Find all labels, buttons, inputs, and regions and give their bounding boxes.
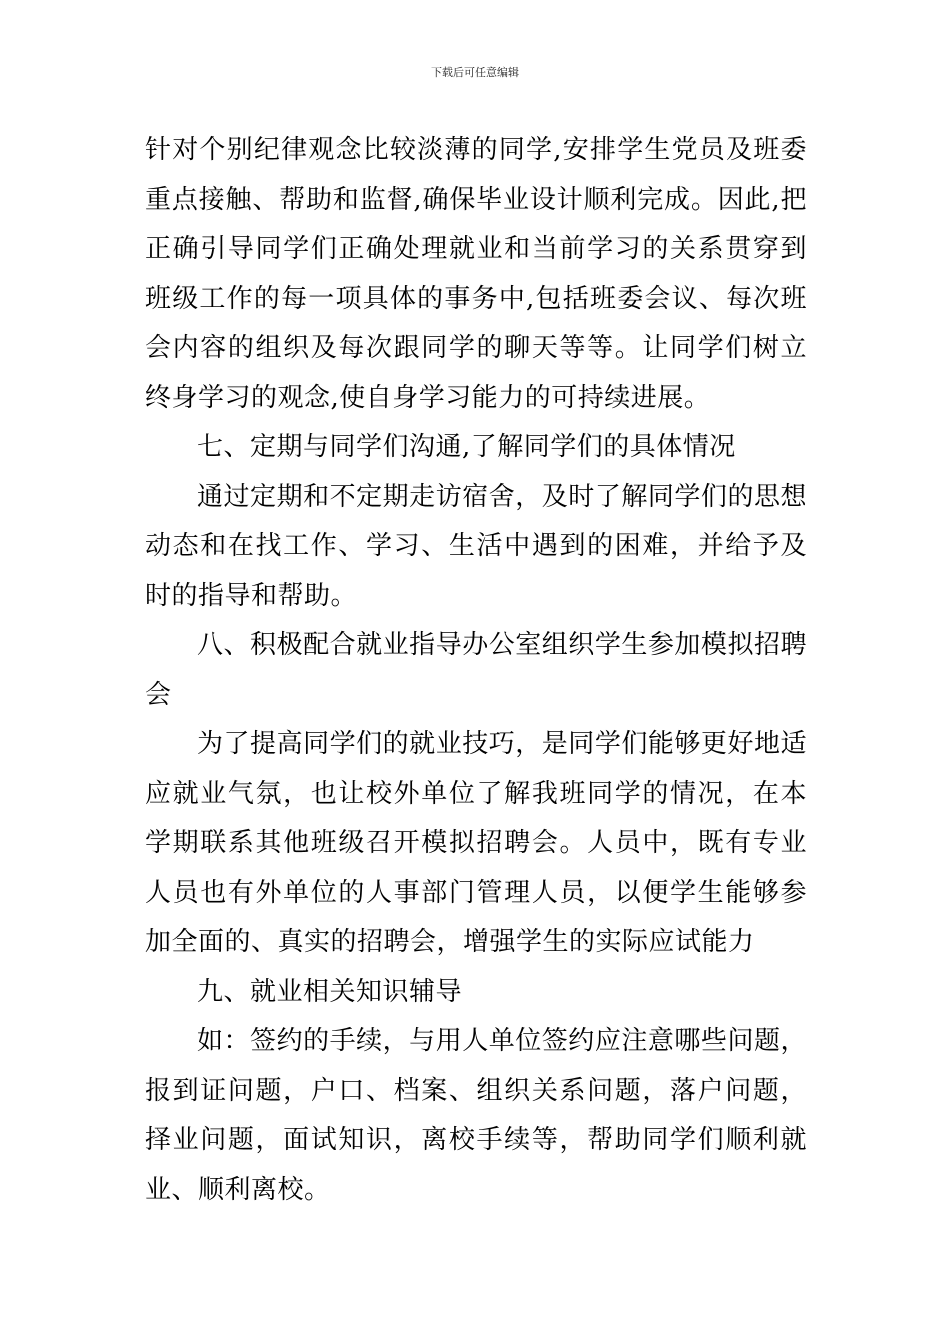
paragraph-dorm-visits: 通过定期和不定期走访宿舍，及时了解同学们的思想动态和在找工作、学习、生活中遇到的困难，并给予及时的指导和帮助。 bbox=[145, 481, 807, 611]
paragraph-discipline: 针对个别纪律观念比较淡薄的同学,安排学生党员及班委重点接触、帮助和监督,确保毕业设计顺利完成。因此,把正确引导同学们正确处理就业和当前学习的关系贯穿到班级工作的每一项具体的事务中,包括班委会议、每次班会内容的组织及每次跟同学的聊天等等。让同学们树立终身学习的观念,使自身学习能力的可持续进展。 bbox=[145, 135, 807, 413]
section-heading-8: 八、积极配合就业指导办公室组织学生参加模拟招聘会 bbox=[145, 630, 807, 710]
paragraph-employment-knowledge: 如：签约的手续，与用人单位签约应注意哪些问题，报到证问题，户口、档案、组织关系问题，落户问题，择业问题，面试知识，离校手续等，帮助同学们顺利就业、顺利离校。 bbox=[145, 1026, 807, 1205]
document-body bbox=[145, 126, 807, 1215]
header-note: 下载后可任意编辑 bbox=[431, 66, 519, 79]
paragraph-mock-recruitment: 为了提高同学们的就业技巧，是同学们能够更好地适应就业气氛，也让校外单位了解我班同学的情况，在本学期联系其他班级召开模拟招聘会。人员中，既有专业人员也有外单位的人事部门管理人员，以便学生能够参加全面的、真实的招聘会，增强学生的实际应试能力 bbox=[145, 729, 807, 957]
section-heading-9: 九、就业相关知识辅导 bbox=[197, 976, 463, 1007]
section-heading-7: 七、定期与同学们沟通,了解同学们的具体情况 bbox=[197, 432, 736, 462]
